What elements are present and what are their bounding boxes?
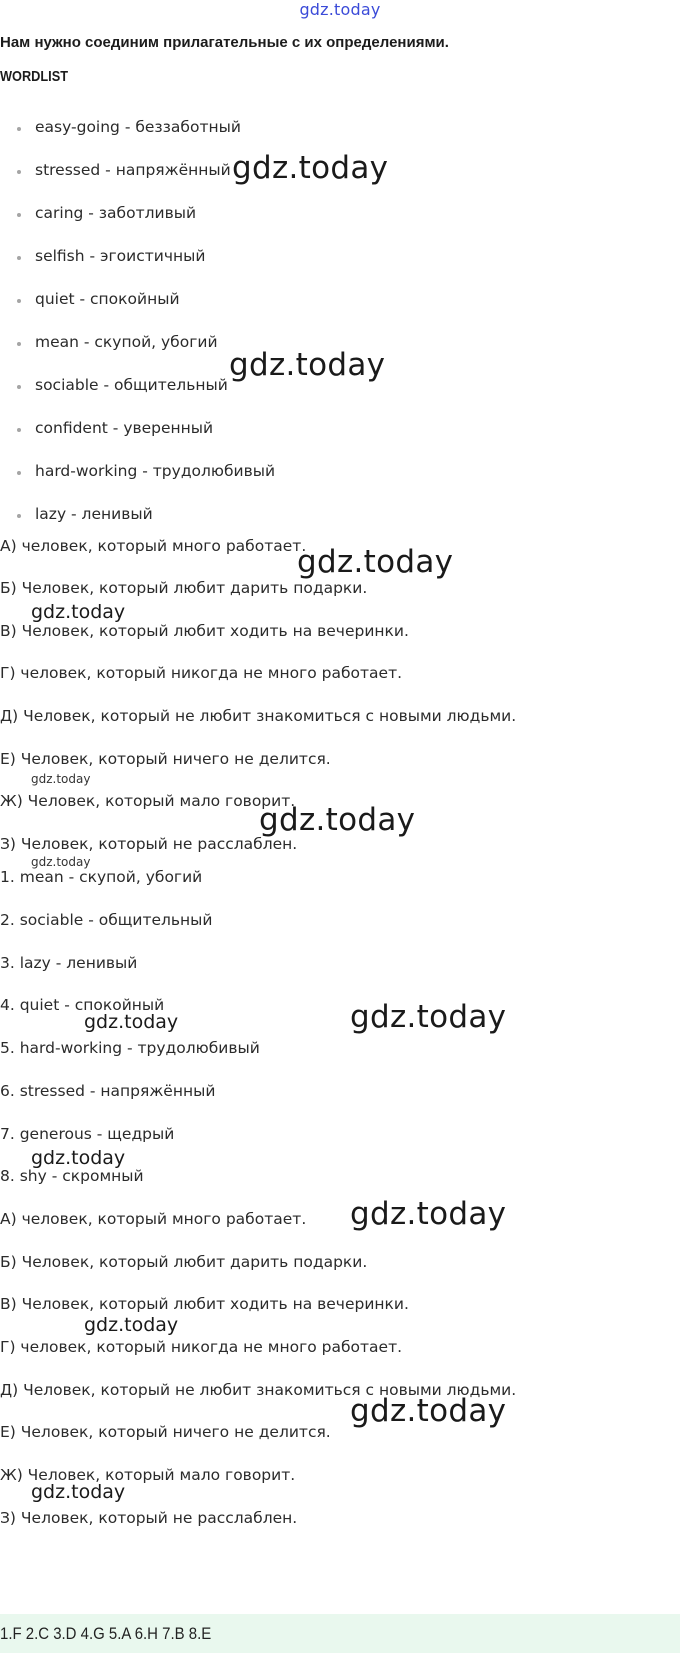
watermark: gdz.today xyxy=(31,1147,126,1169)
bullet-icon xyxy=(17,428,21,432)
definition-line: Д) Человек, который не любит знакомиться с новыми людьми. xyxy=(0,707,517,725)
list-item-text: stressed - напряжённый xyxy=(35,161,231,179)
numbered-word: 6. stressed - напряжённый xyxy=(0,1082,216,1100)
watermark: gdz.today xyxy=(84,1011,179,1033)
bullet-icon xyxy=(17,342,21,346)
bullet-icon xyxy=(17,213,21,217)
definition-line: З) Человек, который не расслаблен. xyxy=(0,1509,298,1527)
watermark: gdz.today xyxy=(350,999,507,1035)
bullet-icon xyxy=(17,299,21,303)
list-item-text: easy-going - беззаботный xyxy=(35,118,241,136)
list-item xyxy=(0,460,400,484)
definition-line: Ж) Человек, который мало говорит. xyxy=(0,1466,296,1484)
bullet-icon xyxy=(17,256,21,260)
definition-line: Г) человек, который никогда не много работает. xyxy=(0,1338,403,1356)
numbered-word: 1. mean - скупой, убогий xyxy=(0,868,203,886)
numbered-word: 4. quiet - спокойный xyxy=(0,996,165,1014)
definition-line: Б) Человек, который любит дарить подарки. xyxy=(0,579,368,597)
definition-line: Г) человек, который никогда не много работает. xyxy=(0,664,403,682)
definition-line: Б) Человек, который любит дарить подарки. xyxy=(0,1253,368,1271)
list-item-text: quiet - спокойный xyxy=(35,290,180,308)
definition-line: В) Человек, который любит ходить на вечеринки. xyxy=(0,622,409,640)
watermark: gdz.today xyxy=(229,347,386,383)
definition-line: В) Человек, который любит ходить на вечеринки. xyxy=(0,1295,409,1313)
watermark: gdz.today xyxy=(350,1196,507,1232)
list-item-text: mean - скупой, убогий xyxy=(35,333,218,351)
watermark: gdz.today xyxy=(350,1393,507,1429)
bullet-icon xyxy=(17,385,21,389)
answer-box xyxy=(0,1614,680,1653)
task-heading: Нам нужно соединим прилагательные с их определениями. xyxy=(0,34,449,51)
numbered-word: 2. sociable - общительный xyxy=(0,911,213,929)
watermark: gdz.today xyxy=(84,1314,179,1336)
watermark: gdz.today xyxy=(259,802,416,838)
bullet-icon xyxy=(17,170,21,174)
definition-line: Ж) Человек, который мало говорит. xyxy=(0,792,296,810)
list-item-text: caring - заботливый xyxy=(35,204,197,222)
watermark: gdz.today xyxy=(232,150,389,186)
list-item-text: hard-working - трудолюбивый xyxy=(35,462,276,480)
bullet-icon xyxy=(17,127,21,131)
numbered-word: 7. generous - щедрый xyxy=(0,1125,175,1143)
list-item xyxy=(0,288,400,312)
list-item xyxy=(0,245,400,269)
watermark: gdz.today xyxy=(31,601,126,623)
definition-line: З) Человек, который не расслаблен. xyxy=(0,835,298,853)
bullet-icon xyxy=(17,514,21,518)
numbered-word: 5. hard-working - трудолюбивый xyxy=(0,1039,260,1057)
numbered-word: 3. lazy - ленивый xyxy=(0,954,138,972)
list-item xyxy=(0,417,400,441)
watermark: gdz.today xyxy=(31,1481,126,1503)
list-item-text: selfish - эгоистичный xyxy=(35,247,206,265)
watermark: gdz.today xyxy=(31,855,91,869)
list-item xyxy=(0,503,400,527)
list-item-text: sociable - общительный xyxy=(35,376,228,394)
list-item xyxy=(0,202,400,226)
definition-line: Д) Человек, который не любит знакомиться с новыми людьми. xyxy=(0,1381,517,1399)
definition-line: Е) Человек, который ничего не делится. xyxy=(0,1423,331,1441)
definition-line: Е) Человек, который ничего не делится. xyxy=(0,750,331,768)
answer-text: 1.F 2.C 3.D 4.G 5.A 6.H 7.B 8.E xyxy=(0,1624,212,1643)
wordlist-title: WORDLIST xyxy=(0,68,68,85)
numbered-word: 8. shy - скромный xyxy=(0,1167,144,1185)
list-item xyxy=(0,116,400,140)
bullet-icon xyxy=(17,471,21,475)
watermark: gdz.today xyxy=(31,772,91,786)
list-item-text: lazy - ленивый xyxy=(35,505,153,523)
definition-line: А) человек, который много работает. xyxy=(0,537,307,555)
watermark: gdz.today xyxy=(297,544,454,580)
list-item-text: confident - уверенный xyxy=(35,419,214,437)
site-logo[interactable]: gdz.today xyxy=(299,0,381,19)
definition-line: А) человек, который много работает. xyxy=(0,1210,307,1228)
